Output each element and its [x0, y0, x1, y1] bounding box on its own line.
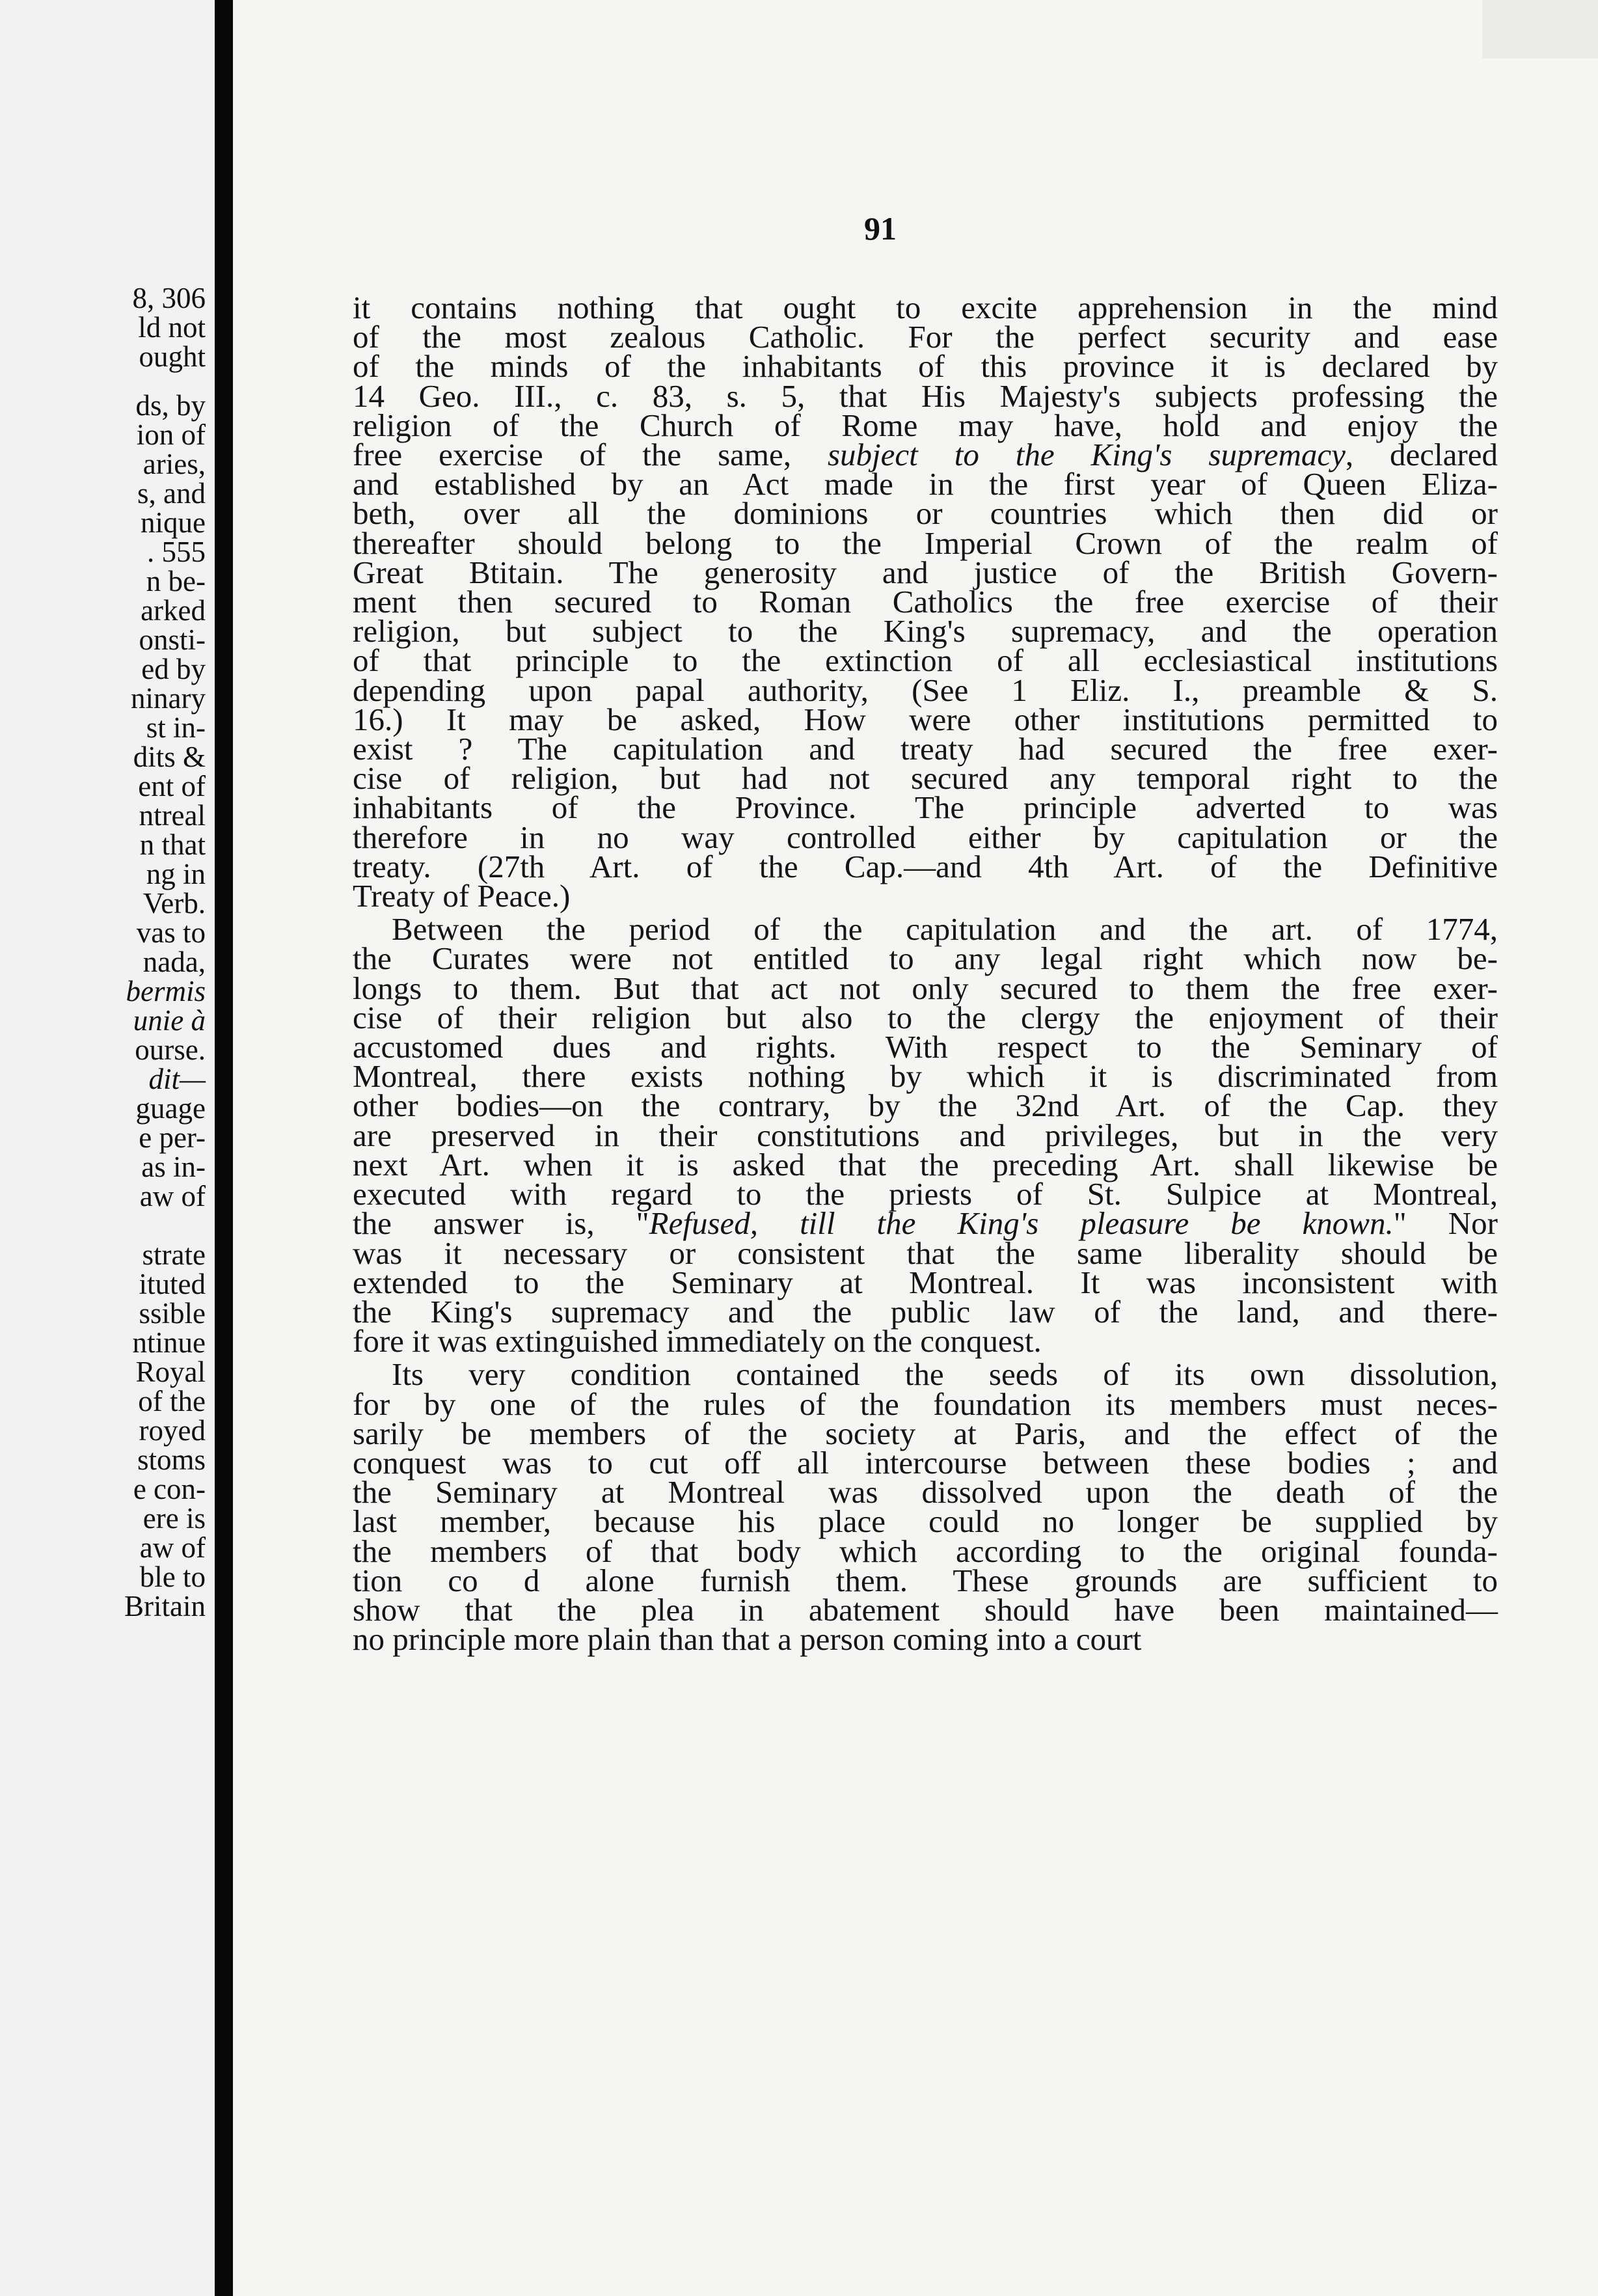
- text-run: conquest was to cut off all intercourse between these bodies ; and: [353, 1444, 1498, 1481]
- text-line: [353, 1087, 1498, 1124]
- left-page-fragment: ituted: [139, 1268, 206, 1300]
- text-line: [353, 940, 1498, 977]
- left-page-fragment: stoms: [137, 1443, 206, 1476]
- text-run: sarily be members of the society at Paris, and the effect of the: [353, 1415, 1498, 1451]
- text-line: [353, 377, 1498, 414]
- text-line: [353, 319, 1498, 355]
- left-page-fragment: ninary: [131, 682, 206, 715]
- text-run: it contains nothing that ought to excite apprehension in the mind: [353, 290, 1498, 325]
- left-page-fragment: nada,: [142, 946, 206, 978]
- text-line: [353, 407, 1498, 443]
- text-line: [353, 760, 1498, 797]
- left-page-fragment: ent of: [138, 770, 206, 802]
- text-run: treaty. (27th Art. of the Cap.—and 4th Art. of the Definitive: [353, 848, 1498, 884]
- text-run: , declared: [1345, 437, 1498, 473]
- text-run: " Nor: [1393, 1205, 1498, 1242]
- text-run: ment then secured to Roman Catholics the free exercise of their: [353, 584, 1498, 620]
- left-page-fragment: n be-: [146, 565, 206, 597]
- left-page-fragment: ng in: [146, 858, 206, 890]
- text-run: the answer is, ": [353, 1205, 649, 1242]
- text-run: religion, but subject to the King's supremacy, and the operation: [353, 613, 1498, 649]
- text-line: [353, 1176, 1498, 1212]
- text-line: [353, 1621, 1498, 1658]
- left-page-fragment: ble to: [139, 1561, 206, 1593]
- text-run: the Curates were not entitled to any legal right which now be-: [353, 940, 1498, 977]
- left-page-fragment: bermis: [126, 975, 206, 1007]
- paragraph: [353, 1356, 1498, 1658]
- text-run: executed with regard to the priests of St. Sulpice at Montreal,: [353, 1176, 1498, 1212]
- text-column: [353, 290, 1498, 1658]
- left-page-fragment: guage: [135, 1092, 206, 1125]
- text-line: [353, 1235, 1498, 1271]
- text-run: religion of the Church of Rome may have, hold and enjoy the: [353, 407, 1498, 443]
- text-run: the Seminary at Montreal was dissolved upon the death of the: [353, 1474, 1498, 1510]
- text-run: thereafter should belong to the Imperial Crown of the realm of: [353, 525, 1498, 561]
- paragraph: [353, 290, 1498, 914]
- text-line: [353, 584, 1498, 620]
- text-line: [353, 999, 1498, 1035]
- text-line: [353, 1146, 1498, 1182]
- text-line: [353, 1323, 1498, 1360]
- text-run: Its very condition contained the seeds of its own dissolution,: [392, 1356, 1498, 1393]
- text-run: the King's supremacy and the public law of the land, and there-: [353, 1293, 1498, 1330]
- text-line: [353, 1117, 1498, 1153]
- text-run: longs to them. But that act not only secured to them the free exer-: [353, 970, 1498, 1006]
- left-page-fragment: ds, by: [135, 389, 206, 422]
- left-page-fragment: ion of: [136, 418, 206, 451]
- text-run: inhabitants of the Province. The principle adverted to was: [353, 789, 1498, 826]
- text-line: [353, 1562, 1498, 1598]
- text-run: and established by an Act made in the first year of Queen Eliza-: [353, 466, 1498, 502]
- text-line: [353, 613, 1498, 649]
- page-smudge: [1482, 0, 1598, 59]
- text-run: the members of that body which according to the original founda-: [353, 1533, 1498, 1569]
- text-line: [353, 1503, 1498, 1540]
- text-run: are preserved in their constitutions and privileges, but in the very: [353, 1117, 1498, 1153]
- page-gutter: [215, 0, 233, 2296]
- left-page-fragment: 8, 306: [132, 282, 206, 314]
- left-page-fragment: onsti-: [139, 623, 206, 656]
- text-run: Great Btitain. The generosity and justice of the British Govern-: [353, 554, 1498, 590]
- text-line: [353, 731, 1498, 767]
- left-page-fragment: royed: [139, 1414, 206, 1447]
- text-run: Between the period of the capitulation and the art. of 1774,: [392, 911, 1498, 948]
- text-line: [353, 701, 1498, 737]
- text-line: [353, 1591, 1498, 1628]
- left-page-fragment: dits &: [133, 741, 206, 773]
- text-run: next Art. when it is asked that the preceding Art. shall likewise be: [353, 1146, 1498, 1182]
- left-page-fragment: nique: [141, 506, 206, 539]
- left-page-fragment: arked: [141, 594, 206, 627]
- left-page-fragment: ed by: [141, 653, 206, 685]
- text-line: [353, 1029, 1498, 1065]
- text-line: [353, 437, 1498, 473]
- left-page-fragment: aw of: [139, 1531, 206, 1564]
- text-run: beth, over all the dominions or countries which then did or: [353, 495, 1498, 532]
- text-line: [353, 1058, 1498, 1095]
- italic-text-run: subject to the King's supremacy: [827, 437, 1346, 473]
- text-run: no principle more plain than that a person coming into a court: [353, 1621, 1142, 1658]
- text-line: [353, 1386, 1498, 1422]
- text-run: exist ? The capitulation and treaty had secured the free exer-: [353, 731, 1498, 767]
- left-page-fragment: ourse.: [135, 1033, 206, 1066]
- text-run: depending upon papal authority, (See 1 Eliz. I., preamble & S.: [353, 672, 1498, 708]
- text-run: of the minds of the inhabitants of this province it is declared by: [353, 348, 1498, 385]
- text-run: of that principle to the extinction of all ecclesiastical institutions: [353, 642, 1498, 679]
- left-page-fragment: Royal: [135, 1356, 206, 1388]
- left-page-fragment: aries,: [142, 448, 206, 480]
- text-line: [353, 554, 1498, 590]
- text-run: 16.) It may be asked, How were other institutions permitted to: [353, 701, 1498, 737]
- text-line: [353, 1264, 1498, 1300]
- previous-page-strip: [0, 0, 215, 2296]
- left-page-fragment: as in-: [141, 1151, 206, 1183]
- text-run: cise of religion, but had not secured any temporal right to the: [353, 760, 1498, 797]
- text-run: 14 Geo. III., c. 83, s. 5, that His Majesty's subjects professing the: [353, 377, 1498, 414]
- text-run: accustomed dues and rights. With respect to the Seminary of: [353, 1029, 1498, 1065]
- text-run: for by one of the rules of the foundation its members must neces-: [353, 1386, 1498, 1422]
- text-run: show that the plea in abatement should have been maintained—: [353, 1591, 1498, 1628]
- text-line: [353, 525, 1498, 561]
- left-page-fragment: ssible: [139, 1297, 206, 1330]
- text-line: [353, 1444, 1498, 1481]
- text-line: [353, 819, 1498, 855]
- text-line: [353, 348, 1498, 385]
- left-page-fragment: ntinue: [132, 1326, 206, 1359]
- text-run: extended to the Seminary at Montreal. It was inconsistent with: [353, 1264, 1498, 1300]
- text-line: [353, 1533, 1498, 1569]
- text-line: [353, 1205, 1498, 1242]
- text-run: Montreal, there exists nothing by which it is discriminated from: [353, 1058, 1498, 1095]
- text-run: other bodies—on the contrary, by the 32nd Art. of the Cap. they: [353, 1087, 1498, 1124]
- text-line: [353, 672, 1498, 708]
- left-page-fragment: ought: [139, 340, 206, 373]
- left-page-fragment: Verb.: [142, 887, 206, 920]
- text-line: [353, 495, 1498, 532]
- left-page-fragment: unie à: [133, 1004, 206, 1037]
- text-run: free exercise of the same,: [353, 437, 828, 473]
- left-page-fragment: strate: [142, 1238, 206, 1271]
- left-page-fragment: e per-: [139, 1121, 206, 1154]
- text-line: [353, 789, 1498, 826]
- left-page-fragment: ld not: [138, 311, 206, 344]
- text-run: Treaty of Peace.): [353, 878, 571, 914]
- italic-text-run: Refused, till the King's pleasure be known.: [649, 1205, 1394, 1242]
- left-page-fragment: . 555: [147, 536, 206, 568]
- text-line: [353, 848, 1498, 884]
- left-page-fragment: ere is: [142, 1502, 206, 1535]
- left-page-fragment: vas to: [136, 916, 206, 949]
- text-line: [353, 878, 1498, 914]
- text-line: [353, 1474, 1498, 1510]
- page: [233, 0, 1598, 2296]
- left-page-fragment: st in-: [146, 711, 206, 744]
- left-page-fragment: n that: [139, 828, 206, 861]
- page-number: 91: [864, 210, 897, 247]
- left-page-fragment: aw of: [139, 1180, 206, 1212]
- text-line: [353, 466, 1498, 502]
- text-line: [353, 1356, 1498, 1393]
- text-line: [353, 290, 1498, 325]
- left-page-fragment: dit—: [148, 1063, 206, 1095]
- text-run: was it necessary or consistent that the same liberality should be: [353, 1235, 1498, 1271]
- text-run: tion co d alone furnish them. These grounds are sufficient to: [353, 1562, 1498, 1598]
- left-page-fragment: of the: [138, 1385, 206, 1417]
- text-line: [353, 1293, 1498, 1330]
- text-line: [353, 642, 1498, 679]
- left-page-fragment: Britain: [124, 1590, 206, 1622]
- left-page-fragment: s, and: [137, 477, 206, 510]
- text-run: of the most zealous Catholic. For the perfect security and ease: [353, 319, 1498, 355]
- text-run: therefore in no way controlled either by capitulation or the: [353, 819, 1498, 855]
- left-page-fragment: ntreal: [139, 799, 206, 832]
- text-run: last member, because his place could no longer be supplied by: [353, 1503, 1498, 1540]
- left-page-fragment: e con-: [133, 1473, 206, 1505]
- text-run: fore it was extinguished immediately on the conquest.: [353, 1323, 1042, 1360]
- text-line: [353, 970, 1498, 1006]
- text-line: [353, 1415, 1498, 1451]
- text-run: cise of their religion but also to the clergy the enjoyment of their: [353, 999, 1498, 1035]
- paragraph: [353, 911, 1498, 1360]
- text-line: [353, 911, 1498, 948]
